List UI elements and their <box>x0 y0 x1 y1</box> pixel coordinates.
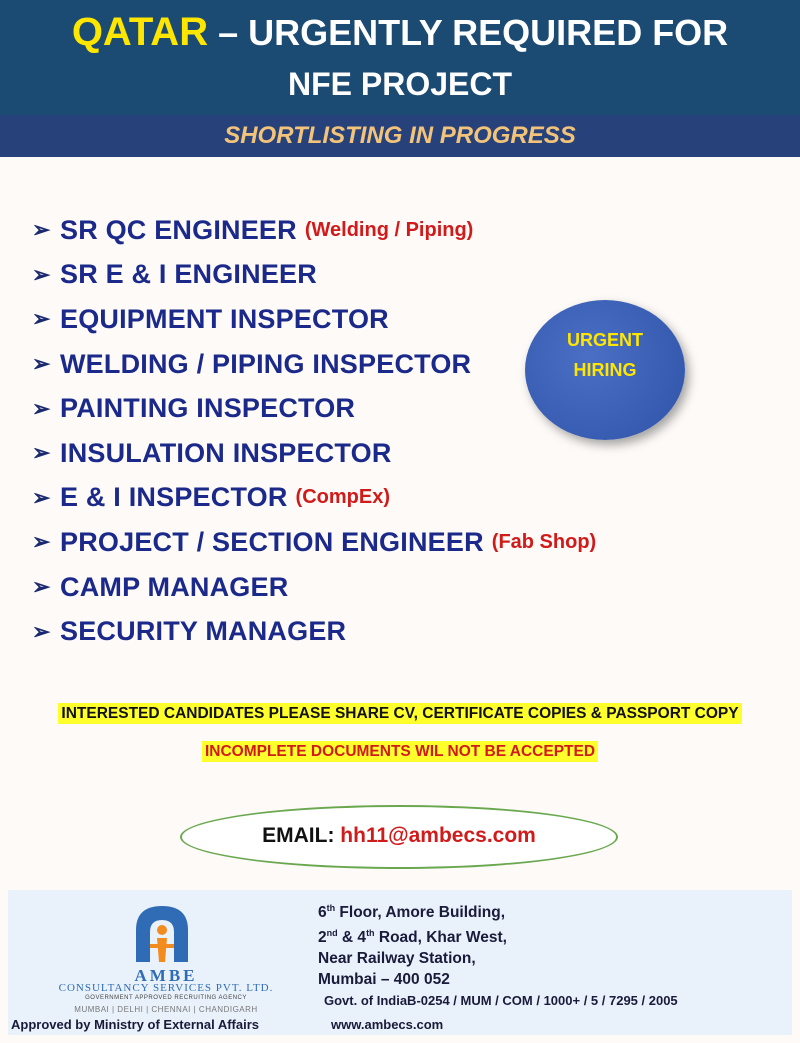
job-title: INSULATION INSPECTOR <box>60 437 392 468</box>
badge-line-1: URGENT <box>567 330 643 350</box>
job-item <box>32 476 596 521</box>
arrow-bullet-icon: ➢ <box>32 217 51 243</box>
address-line-2: 2nd & 4th Road, Khar West, <box>318 928 507 947</box>
badge-line-2: HIRING <box>573 360 637 380</box>
arrow-bullet-icon: ➢ <box>32 306 51 332</box>
email-box <box>180 805 618 869</box>
arrow-bullet-icon: ➢ <box>32 618 51 644</box>
address-line-1: 6th Floor, Amore Building, <box>318 903 506 922</box>
job-item <box>32 431 596 476</box>
arrow-bullet-icon: ➢ <box>32 574 51 600</box>
job-note: (Fab Shop) <box>491 530 597 553</box>
email-address[interactable]: hh11@ambecs.com <box>340 824 536 847</box>
job-note: (Welding / Piping) <box>304 218 474 241</box>
incomplete-documents-notice <box>0 743 800 761</box>
job-title: CAMP MANAGER <box>60 571 289 602</box>
status-bar <box>0 115 800 157</box>
status-text: SHORTLISTING IN PROGRESS <box>224 122 576 149</box>
job-title: E & I INSPECTOR <box>60 482 288 513</box>
job-title: SR QC ENGINEER <box>60 214 297 245</box>
ambe-logo-icon <box>16 896 316 968</box>
address-line-3: Near Railway Station, <box>318 950 476 968</box>
arrow-bullet-icon: ➢ <box>32 351 51 377</box>
header-banner <box>0 0 800 115</box>
share-documents-notice <box>0 705 800 723</box>
job-item <box>32 520 596 565</box>
job-title: PROJECT / SECTION ENGINEER <box>60 526 484 557</box>
incomplete-notice-text: INCOMPLETE DOCUMENTS WIL NOT BE ACCEPTED <box>202 741 598 762</box>
arrow-bullet-icon: ➢ <box>32 261 51 287</box>
job-item <box>32 297 596 342</box>
arrow-bullet-icon: ➢ <box>32 529 51 555</box>
license-number: Govt. of IndiaB-0254 / MUM / COM / 1000+ / 5 / 7295 / 2005 <box>324 993 678 1008</box>
website-link[interactable]: www.ambecs.com <box>331 1017 444 1032</box>
country-name: QATAR <box>71 10 209 54</box>
headline-line-1 <box>0 10 800 55</box>
agency-text: GOVERNMENT APPROVED RECRUITING AGENCY <box>85 995 247 1001</box>
arrow-bullet-icon: ➢ <box>32 484 51 510</box>
job-list <box>32 208 596 654</box>
approval-text: Approved by Ministry of External Affairs <box>11 1017 260 1032</box>
job-item <box>32 342 596 387</box>
job-item <box>32 386 596 431</box>
headline-rest: – URGENTLY REQUIRED FOR <box>208 12 729 53</box>
office-cities: MUMBAI | DELHI | CHENNAI | CHANDIGARH <box>74 1005 258 1014</box>
share-notice-text: INTERESTED CANDIDATES PLEASE SHARE CV, CERTIFICATE COPIES & PASSPORT COPY <box>58 703 741 724</box>
urgent-hiring-badge <box>525 300 685 440</box>
address-line-4: Mumbai – 400 052 <box>318 971 450 989</box>
headline-line-2: NFE PROJECT <box>287 66 513 102</box>
company-name: AMBE <box>134 966 198 985</box>
company-footer <box>8 890 792 1035</box>
job-note: (CompEx) <box>295 486 390 509</box>
job-title: EQUIPMENT INSPECTOR <box>60 303 389 334</box>
job-item <box>32 253 596 298</box>
job-title: PAINTING INSPECTOR <box>60 393 356 424</box>
job-item <box>32 565 596 610</box>
email-label: EMAIL: <box>262 824 335 847</box>
arrow-bullet-icon: ➢ <box>32 395 51 421</box>
job-title: SR E & I ENGINEER <box>60 259 317 290</box>
arrow-bullet-icon: ➢ <box>32 440 51 466</box>
company-logo <box>16 896 316 1014</box>
job-item <box>32 208 596 253</box>
job-title: WELDING / PIPING INSPECTOR <box>60 348 472 379</box>
office-address <box>318 898 507 990</box>
job-item <box>32 609 596 654</box>
company-tagline: CONSULTANCY SERVICES PVT. LTD. <box>58 982 274 994</box>
job-title: SECURITY MANAGER <box>60 616 347 647</box>
